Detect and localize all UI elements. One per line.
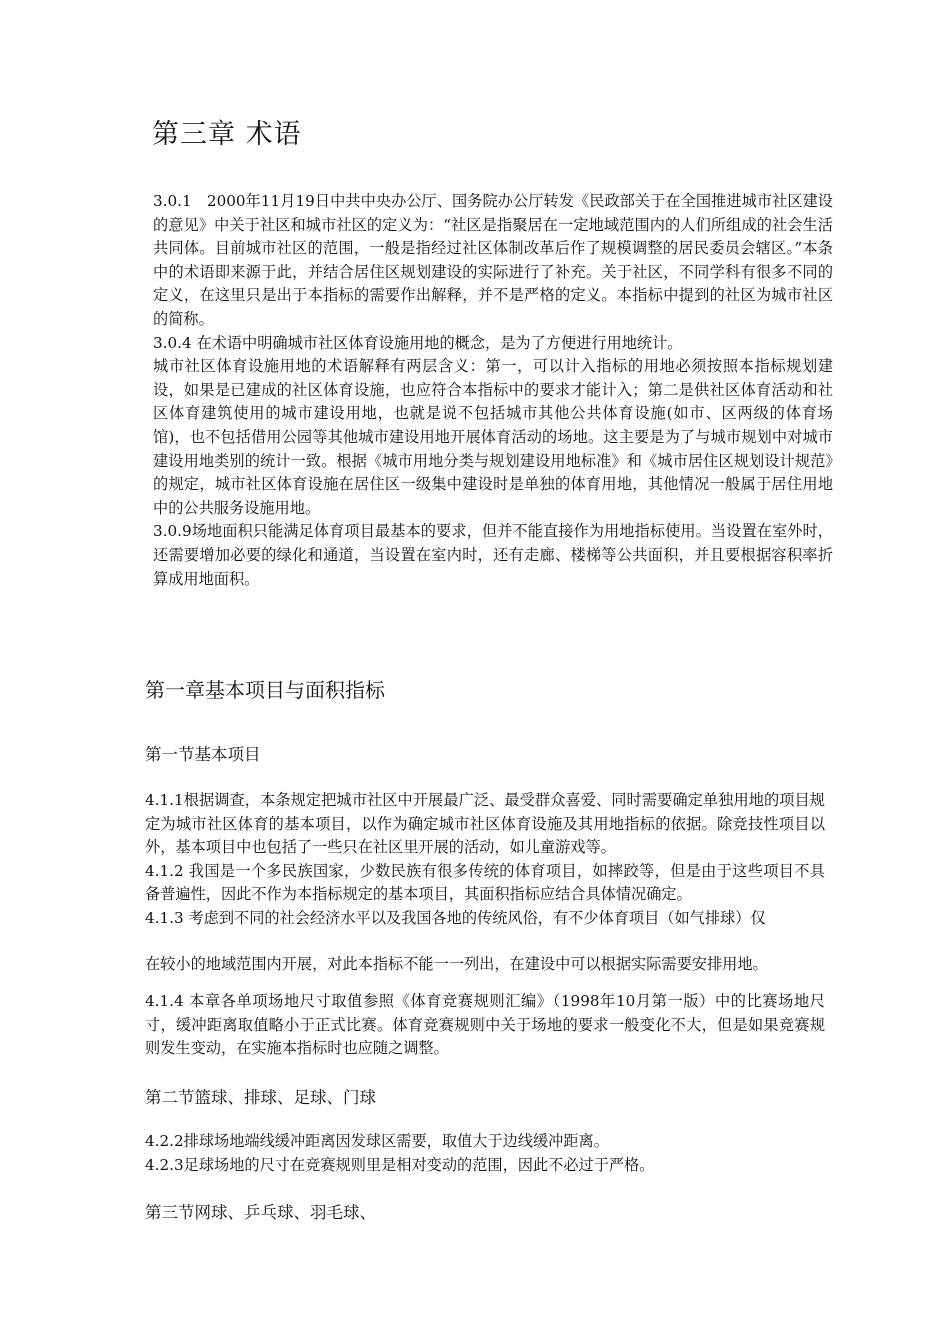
section-1-title: 第一节基本项目 (145, 745, 261, 764)
clause-4-1-1: 4.1.1根据调查，本条规定把城市社区中开展最广泛、最受群众喜爱、同时需要确定单独用地的项目规定为城市社区体育的基本项目，以作为确定城市社区体育设施及其用地指标的依据。除竞技性项目以外，基本项目中也包括了一些只在社区里开展的活动，如儿童游戏等。 (145, 791, 825, 857)
section-3-title: 第三节网球、乒乓球、羽毛球、 (145, 1203, 376, 1222)
clause-4-2-2: 4.2.2排球场地端线缓冲距离因发球区需要，取值大于边线缓冲距离。 (145, 1132, 609, 1150)
section-1-body-4-1-4 (145, 990, 825, 1061)
clause-3-0-4: 3.0.4 在术语中明确城市社区体育设施用地的概念，是为了方便进行用地统计。 (153, 333, 683, 352)
section-2-body (145, 1130, 825, 1177)
clause-4-1-4: 4.1.4 本章各单项场地尺寸取值参照《体育竞赛规则汇编》（1998年10月第一版）中的比赛场地尺寸，缓冲距离取值略小于正式比赛。体育竞赛规则中关于场地的要求一般变化不大，但是如果竞赛规则发生变动，在实施本指标时也应随之调整。 (145, 992, 825, 1058)
section-2-title: 第二节篮球、排球、足球、门球 (145, 1088, 376, 1107)
section-1-body-continued (145, 953, 825, 977)
clause-3-0-9: 3.0.9场地面积只能满足体育项目最基本的要求，但并不能直接作为用地指标使用。当设置在室外时，还需要增加必要的绿化和通道，当设置在室内时，还有走廊、楼梯等公共面积，并且要根据容积率折算成用地面积。 (153, 522, 833, 588)
section-1-body (145, 789, 825, 931)
clause-4-1-2: 4.1.2 我国是一个多民族国家，少数民族有很多传统的体育项目，如摔跤等，但是由于这些项目不具备普遍性，因此不作为本指标规定的基本项目，其面积指标应结合具体情况确定。 (145, 861, 825, 904)
clause-3-0-4-explanation: 城市社区体育设施用地的术语解释有两层含义：第一，可以计入指标的用地必须按照本指标规划建设，如果是已建成的社区体育设施，也应符合本指标中的要求才能计入；第二是供社区体育活动和社区体育建筑使用的城市建设用地，也就是说不包括城市其他公共体育设施(如市、区两级的体育场馆)，也不包括借用公园等其他城市建设用地开展体育活动的场地。这主要是为了与城市规划中对城市建设用地类别的统计一致。根据《城市用地分类与规划建设用地标准》和《城市居住区规划设计规范》的规定，城市社区体育设施在居住区一级集中建设时是单独的体育用地，其他情况一般属于居住用地中的公共服务设施用地。 (153, 357, 833, 517)
chapter-3-title: 第三章 术语 (152, 119, 302, 150)
chapter-1-title: 第一章基本项目与面积指标 (145, 678, 385, 702)
clause-3-0-1: 3.0.1 2000年11月19日中共中央办公厅、国务院办公厅转发《民政部关于在全国推进城市社区建设的意见》中关于社区和城市社区的定义为：“社区是指聚居在一定地域范围内的人们所组成的社会生活共同体。目前城市社区的范围，一般是指经过社区体制改革后作了规模调整的居民委员会辖区。”本条中的术语即来源于此，并结合居住区规划建设的实际进行了补充。关于社区，不同学科有很多不同的定义，在这里只是出于本指标的需要作出解释，并不是严格的定义。本指标中提到的社区为城市社区的简称。 (153, 192, 833, 328)
clause-4-2-3: 4.2.3足球场地的尺寸在竞赛规则里是相对变动的范围，因此不必过于严格。 (145, 1155, 655, 1174)
clause-4-1-3-continued: 在较小的地域范围内开展，对此本指标不能一一列出，在建设中可以根据实际需要安排用地。 (145, 955, 768, 973)
clause-4-1-3: 4.1.3 考虑到不同的社会经济水平以及我国各地的传统风俗，有不少体育项目（如气排球）仅 (145, 908, 766, 927)
chapter-3-body (153, 190, 833, 591)
